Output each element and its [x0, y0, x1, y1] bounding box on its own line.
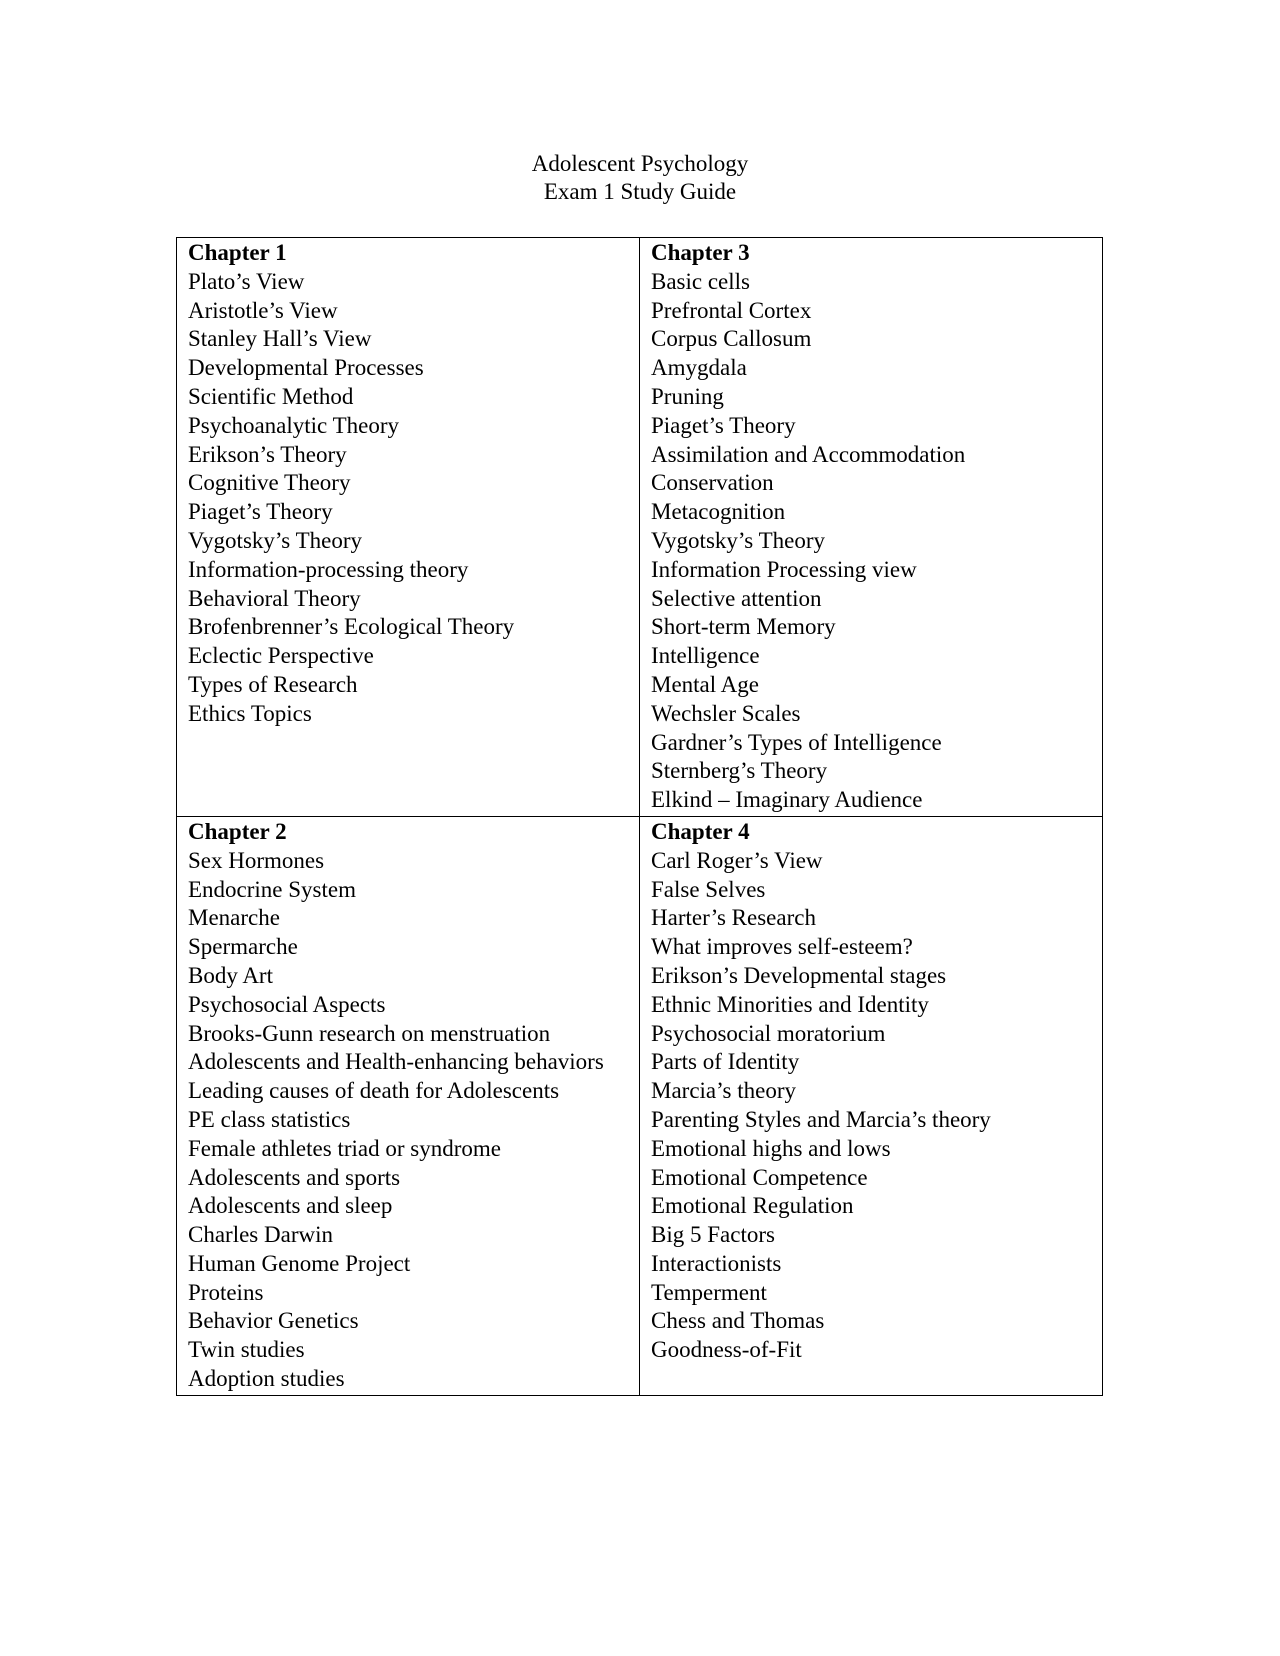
list-item: Conservation — [651, 470, 774, 496]
list-item: Piaget’s Theory — [651, 412, 796, 438]
list-item: Information Processing view — [651, 556, 917, 582]
list-item: Behavior Genetics — [188, 1308, 359, 1334]
list-item: Erikson’s Developmental stages — [651, 962, 947, 988]
list-item: Developmental Processes — [188, 355, 424, 381]
list-item: Emotional highs and lows — [651, 1135, 891, 1161]
list-item: Intelligence — [651, 643, 760, 669]
list-item: Behavioral Theory — [188, 585, 361, 611]
list-item: Parts of Identity — [651, 1049, 800, 1075]
list-item: Adolescents and sports — [188, 1164, 401, 1190]
list-item: PE class statistics — [188, 1106, 351, 1132]
list-item: Elkind – Imaginary Audience — [651, 787, 923, 813]
list-item: Body Art — [188, 962, 273, 988]
list-item: Big 5 Factors — [651, 1222, 775, 1248]
list-item: Amygdala — [651, 355, 747, 381]
topic-list — [188, 847, 628, 1394]
topic-list — [188, 268, 628, 729]
list-item: Twin studies — [188, 1337, 305, 1363]
list-item: Emotional Competence — [651, 1164, 868, 1190]
list-item: Assimilation and Accommodation — [651, 441, 966, 467]
list-item: Scientific Method — [188, 383, 354, 409]
list-item: Selective attention — [651, 585, 822, 611]
list-item: Vygotsky’s Theory — [188, 527, 362, 553]
list-item: Goodness-of-Fit — [651, 1337, 802, 1363]
list-item: Proteins — [188, 1279, 264, 1305]
document-subtitle: Exam 1 Study Guide — [543, 179, 737, 204]
list-item: Human Genome Project — [188, 1250, 411, 1276]
list-item: What improves self-esteem? — [651, 934, 913, 960]
list-item: Ethics Topics — [188, 700, 312, 726]
chapter-cell-3 — [640, 238, 1103, 817]
list-item: Chess and Thomas — [651, 1308, 825, 1334]
list-item: Short-term Memory — [651, 614, 836, 640]
list-item: Psychosocial Aspects — [188, 991, 386, 1017]
chapter-heading: Chapter 1 — [188, 240, 287, 265]
list-item: Information-processing theory — [188, 556, 469, 582]
list-item: Emotional Regulation — [651, 1193, 854, 1219]
list-item: Interactionists — [651, 1250, 782, 1276]
list-item: Mental Age — [651, 671, 759, 697]
chapter-cell-4 — [640, 816, 1103, 1395]
table-row — [177, 238, 1103, 817]
list-item: Brooks-Gunn research on menstruation — [188, 1020, 551, 1046]
list-item: Female athletes triad or syndrome — [188, 1135, 501, 1161]
chapter-cell-1 — [177, 238, 640, 817]
list-item: Sex Hormones — [188, 847, 325, 873]
list-item: Adoption studies — [188, 1366, 345, 1392]
list-item: Prefrontal Cortex — [651, 297, 812, 323]
list-item: Marcia’s theory — [651, 1078, 796, 1104]
list-item: Piaget’s Theory — [188, 499, 333, 525]
list-item: Psychoanalytic Theory — [188, 412, 399, 438]
list-item: Spermarche — [188, 934, 298, 960]
list-item: Plato’s View — [188, 268, 305, 294]
topic-list — [651, 268, 1091, 815]
topic-list — [651, 847, 1091, 1365]
list-item: Pruning — [651, 383, 724, 409]
list-item: Eclectic Perspective — [188, 643, 374, 669]
chapter-cell-2 — [177, 816, 640, 1395]
list-item: Wechsler Scales — [651, 700, 801, 726]
list-item: Types of Research — [188, 671, 358, 697]
list-item: Brofenbrenner’s Ecological Theory — [188, 614, 515, 640]
list-item: Leading causes of death for Adolescents — [188, 1078, 560, 1104]
document-header — [0, 150, 1280, 206]
list-item: Adolescents and sleep — [188, 1193, 393, 1219]
list-item: Sternberg’s Theory — [651, 758, 828, 784]
list-item: Parenting Styles and Marcia’s theory — [651, 1106, 991, 1132]
list-item: Corpus Callosum — [651, 326, 812, 352]
document-title: Adolescent Psychology — [531, 151, 749, 176]
chapter-heading: Chapter 3 — [651, 240, 750, 265]
list-item: Ethnic Minorities and Identity — [651, 991, 929, 1017]
list-item: Harter’s Research — [651, 905, 816, 931]
chapter-heading: Chapter 2 — [188, 818, 287, 844]
list-item: Erikson’s Theory — [188, 441, 347, 467]
list-item: Charles Darwin — [188, 1222, 333, 1248]
list-item: Vygotsky’s Theory — [651, 527, 825, 553]
list-item: Menarche — [188, 905, 280, 931]
list-item: Adolescents and Health-enhancing behaviors — [188, 1049, 604, 1075]
list-item: Gardner’s Types of Intelligence — [651, 729, 942, 755]
table-row — [177, 816, 1103, 1395]
list-item: False Selves — [651, 876, 766, 902]
list-item: Aristotle’s View — [188, 297, 338, 323]
list-item: Endocrine System — [188, 876, 356, 902]
chapter-heading: Chapter 4 — [651, 818, 750, 844]
list-item: Carl Roger’s View — [651, 847, 823, 873]
list-item: Psychosocial moratorium — [651, 1020, 886, 1046]
list-item: Temperment — [651, 1279, 767, 1305]
list-item: Stanley Hall’s View — [188, 326, 372, 352]
study-guide-table — [176, 237, 1103, 1396]
list-item: Metacognition — [651, 499, 786, 525]
list-item: Basic cells — [651, 268, 750, 294]
list-item: Cognitive Theory — [188, 470, 351, 496]
